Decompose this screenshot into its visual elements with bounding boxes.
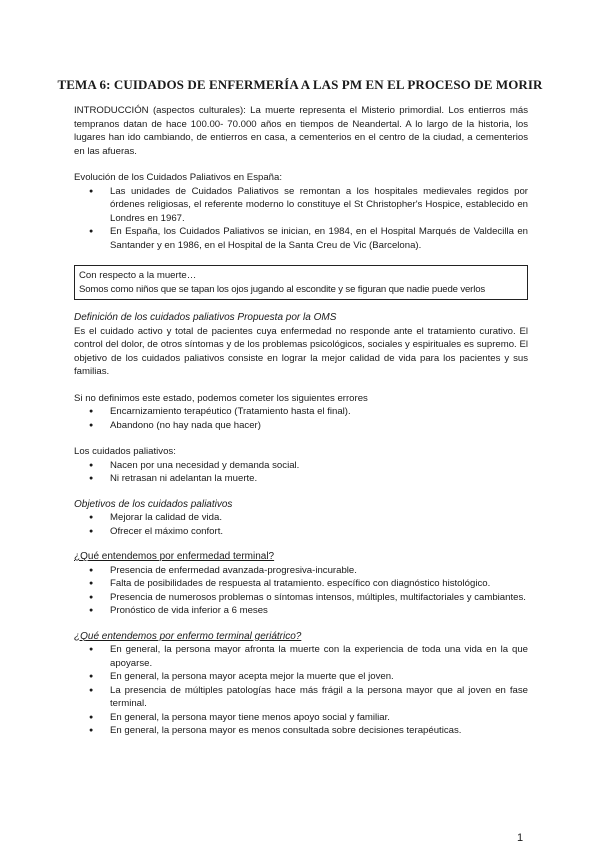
evolucion-list: [74, 185, 528, 253]
geriatrico-list: [74, 643, 528, 738]
page-title: TEMA 6: CUIDADOS DE ENFERMERÍA A LAS PM EN EL PROCESO DE MORIR: [57, 77, 543, 92]
objetivos-list: [74, 511, 528, 538]
list-item: ● En general, la persona mayor afronta la muerte con la experiencia de toda una vida en la que apoyarse.: [74, 643, 528, 670]
list-item: ● Presencia de enfermedad avanzada-progresiva-incurable.: [74, 564, 528, 578]
list-item: ● La presencia de múltiples patologías hace más frágil a la persona mayor que al joven en fase terminal.: [74, 684, 528, 711]
list-item: ● En general, la persona mayor es menos consultada sobre decisiones terapéuticas.: [74, 724, 528, 738]
definicion-heading: Definición de los cuidados paliativos Propuesta por la OMS: [74, 312, 337, 323]
page-number: 1: [517, 832, 524, 844]
list-item: ● En general, la persona mayor acepta mejor la muerte que el joven.: [74, 670, 528, 684]
definicion-paragraph: Es el cuidado activo y total de pacientes cuya enfermedad no responde ante el tratamiento curativo. El control del dolor, de otros síntomas y de los problemas psicológicos, sociales y espirituales es supremo. El objetivo de los cuidados paliativos consiste en lograr la mejor calidad de vida para los pacientes y sus familias.: [74, 325, 528, 377]
cuidados-list: [74, 459, 528, 486]
list-item: ● Encarnizamiento terapéutico (Tratamiento hasta el final).: [74, 405, 528, 419]
list-item: ● Mejorar la calidad de vida.: [74, 511, 528, 525]
list-item: ● Ni retrasan ni adelantan la muerte.: [74, 472, 528, 486]
errores-heading: Si no definimos este estado, podemos cometer los siguientes errores: [74, 392, 368, 404]
cuidados-heading: Los cuidados paliativos:: [74, 446, 176, 457]
list-item: ● En España, los Cuidados Paliativos se inician, en 1984, en el Hospital Marqués de Valdecilla en Santander y en 1986, en el Hospital de la Santa Creu de Vic (Barcelona).: [74, 225, 528, 252]
evolucion-heading: Evolución de los Cuidados Paliativos en España:: [74, 172, 282, 183]
list-item: ● Pronóstico de vida inferior a 6 meses: [74, 604, 528, 618]
terminal-list: [74, 564, 528, 618]
terminal-heading: ¿Qué entendemos por enfermedad terminal?: [74, 551, 275, 562]
quote-line: Somos como niños que se tapan los ojos jugando al escondite y se figuran que nadie puede verlos: [79, 283, 486, 295]
quote-box: [74, 265, 528, 300]
list-item: ● Nacen por una necesidad y demanda social.: [74, 459, 528, 473]
list-item: ● Las unidades de Cuidados Paliativos se remontan a los hospitales medievales regidos por órdenes religiosas, el referente moderno lo constituye el St Christopher's Hospice, establecido en Londres en 1967.: [74, 185, 528, 226]
list-item: ● Ofrecer el máximo confort.: [74, 525, 528, 539]
list-item: ● Presencia de numerosos problemas o síntomas intensos, múltiples, multifactoriales y cambiantes.: [74, 591, 528, 605]
list-item: ● Falta de posibilidades de respuesta al tratamiento. específico con diagnóstico histológico.: [74, 577, 528, 591]
geriatrico-heading: ¿Qué entendemos por enfermo terminal geriátrico?: [74, 630, 302, 642]
list-item: ● Abandono (no hay nada que hacer): [74, 419, 528, 433]
objetivos-heading: Objetivos de los cuidados paliativos: [74, 498, 233, 510]
list-item: ● En general, la persona mayor tiene menos apoyo social y familiar.: [74, 711, 528, 725]
document-body: [74, 104, 528, 738]
intro-paragraph: INTRODUCCIÓN (aspectos culturales): La muerte representa el Misterio primordial. Los entierros más tempranos datan de hace 100.00- 70.000 años en tiempos de Neandertal. A lo largo de la historia, los lugares han ido cambiando, de entierros en casa, a cementerios en el centro de la ciudad, a cementerios en las afueras.: [74, 105, 528, 157]
quote-line: Con respecto a la muerte…: [79, 270, 197, 281]
errores-list: [74, 405, 528, 432]
